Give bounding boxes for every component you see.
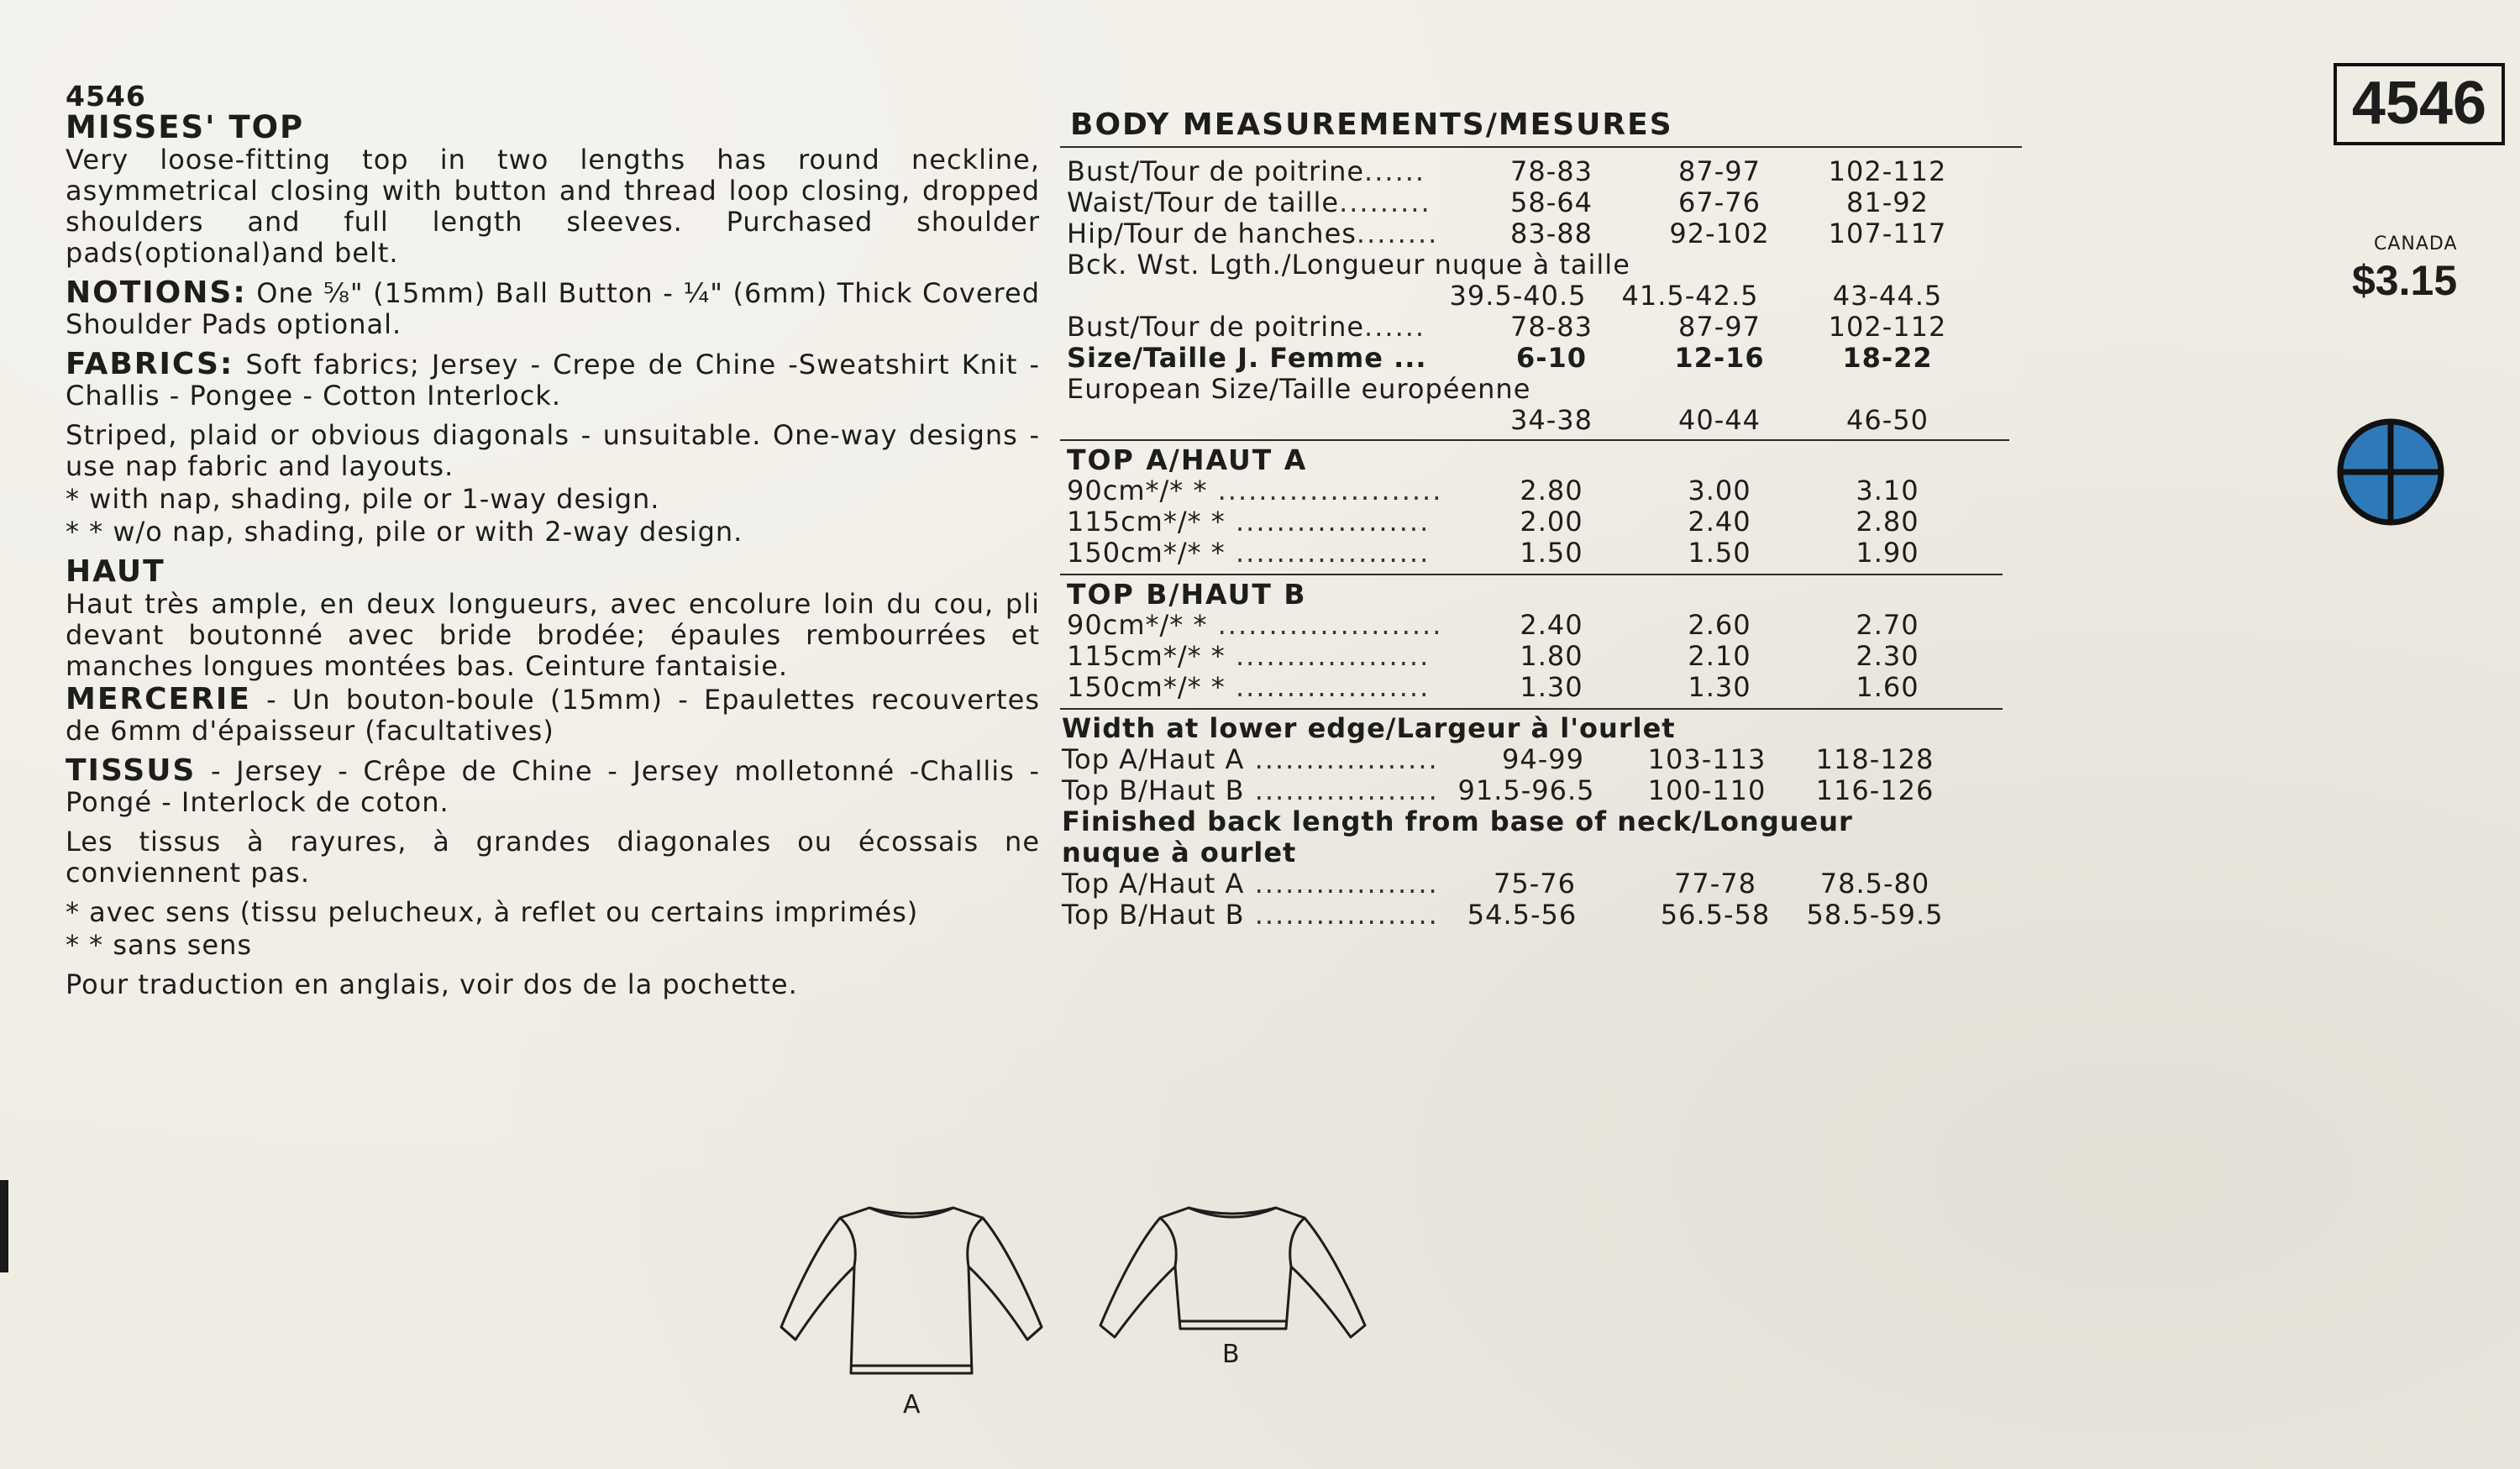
row-label: Top A/Haut A [1062,743,1245,775]
description-text: Very loose-fitting top in two lengths has round neckline, asymmetrical closing with button and thread loop closing, dropped shoulders and full length sleeves. Purchased shoulder pads(optional)and belt. [66,144,1040,269]
row-label: 90cm*/* * [1067,609,1208,641]
top-b-row [1060,610,2026,641]
waist-row [1060,187,2026,218]
nap-note-1: * with nap, shading, pile or 1-way design. [66,483,660,515]
top-b-heading: TOP B/HAUT B [1067,578,1307,611]
cell: 46-50 [1846,404,1929,436]
cell: 2.60 [1688,609,1751,641]
cell: 78.5-80 [1819,868,1930,900]
cell: 77-78 [1674,868,1756,900]
table-header: BODY MEASUREMENTS/MESURES [1070,108,1673,142]
cell: 2.70 [1856,609,1919,641]
tissus-heading: TISSUS [66,753,197,788]
cell: 12-16 [1674,342,1765,374]
leader-dots: ................... [1225,506,1431,538]
euro-size-label-row [1060,374,2026,405]
measurement-table [1060,108,2026,931]
top-b-row [1060,641,2026,672]
row-label: 90cm*/* * [1067,475,1208,506]
leader-dots: .................. [1244,743,1439,775]
translation-note: Pour traduction en anglais, voir dos de la pochette. [66,968,798,1000]
back-length-row [1060,281,2026,312]
section-rule [1060,574,2003,575]
mercerie-heading: MERCERIE [66,682,251,716]
notions-heading: NOTIONS: [66,275,247,310]
cell: 18-22 [1842,342,1933,374]
row-label: Bust/Tour de poitrine [1067,311,1365,343]
leader-dots: ...................... [1207,609,1443,641]
haut-heading: HAUT [66,554,165,589]
finished-row [1060,900,2026,931]
section-rule [1060,439,2009,441]
price-label: $3.15 [2352,257,2458,304]
cell: 58.5-59.5 [1806,899,1944,931]
cell: 83-88 [1510,218,1593,249]
leader-dots: .................. [1244,774,1439,806]
cell: 103-113 [1647,743,1767,775]
nap-note-2: * * w/o nap, shading, pile or with 2-way design. [66,516,743,548]
cell: 43-44.5 [1832,280,1943,312]
cell: 3.10 [1856,475,1919,506]
cell: 100-110 [1647,774,1767,806]
cell: 116-126 [1815,774,1935,806]
sens-note-2: * * sans sens [66,929,253,961]
cell: 2.80 [1520,475,1583,506]
leader-dots: ................... [1225,537,1431,569]
row-label: Bust/Tour de poitrine [1067,155,1365,187]
euro-size-row [1060,405,2026,436]
country-label: CANADA [2374,233,2458,254]
row-label: Top B/Haut B [1062,774,1245,806]
cell: 2.00 [1520,506,1583,538]
leader-dots: ...................... [1207,475,1443,506]
tissus-block [66,755,1040,818]
cell: 1.50 [1520,537,1583,569]
section-rule [1060,708,2003,710]
cell: 78-83 [1510,155,1593,187]
cell: 2.40 [1520,609,1583,641]
pattern-number-stamp: 4546 [2334,63,2505,145]
cell: 2.80 [1856,506,1919,538]
haut-text: Haut très ample, en deux longueurs, avec encolure loin du cou, pli devant boutonné avec bride brodée; épaules rembourrées et manches longues montées bas. Ceinture fantaisie. [66,588,1040,682]
pattern-number: 4546 [66,80,146,113]
cell: 1.50 [1688,537,1751,569]
row-label: Bck. Wst. Lgth./Longueur nuque à taille [1067,249,1630,281]
cell: 2.30 [1856,640,1919,672]
row-label: 115cm*/* * [1067,640,1226,672]
cell: 40-44 [1678,404,1761,436]
cell: 41.5-42.5 [1621,280,1759,312]
cell: 1.90 [1856,537,1919,569]
row-label: European Size/Taille européenne [1067,373,1531,405]
cell: 1.30 [1688,671,1751,703]
cell: 91.5-96.5 [1457,774,1595,806]
cell: 102-112 [1828,311,1947,343]
figure-a-label: A [903,1390,921,1419]
hip-row [1060,218,2026,249]
leader-dots: ......... [1339,186,1431,218]
cell: 6-10 [1515,342,1588,374]
cell: 58-64 [1510,186,1593,218]
cell: 2.40 [1688,506,1751,538]
cell: 1.80 [1520,640,1583,672]
cell: 67-76 [1678,186,1761,218]
cell: 3.00 [1688,475,1751,506]
mercerie-block [66,684,1040,747]
tissus-text: - Jersey - Crêpe de Chine - Jersey molletonné -Challis - Pongé - Interlock de coton. [66,755,1040,818]
width-row [1060,744,2026,775]
bust-row-2 [1060,312,2026,343]
envelope-edge-mark [0,1180,8,1272]
fabrics-text: Soft fabrics; Jersey - Crepe de Chine -Sweatshirt Knit - Challis - Pongee - Cotton Interlock. [66,349,1040,412]
row-label: 115cm*/* * [1067,506,1226,538]
cell: 1.60 [1856,671,1919,703]
row-label: Hip/Tour de hanches [1067,218,1357,249]
english-description [66,144,1040,1009]
width-row [1060,775,2026,806]
cell: 56.5-58 [1660,899,1771,931]
crosshair-circle-icon [2337,418,2444,526]
leader-dots: .................. [1244,899,1439,931]
top-a-heading: TOP A/HAUT A [1067,443,1308,476]
pattern-title: MISSES' TOP [66,109,305,145]
finished-row [1060,868,2026,900]
cell: 1.30 [1520,671,1583,703]
header-rule [1060,146,2022,148]
top-a-illustration [777,1201,1046,1386]
back-length-label-row [1060,249,2026,281]
figure-b-label: B [1222,1340,1240,1369]
cell: 81-92 [1846,186,1929,218]
cell: 92-102 [1669,218,1770,249]
row-label: Top A/Haut A [1062,868,1245,900]
mercerie-text: - Un bouton-boule (15mm) - Epaulettes recouvertes de 6mm d'épaisseur (facultatives) [66,684,1040,747]
fabrics-block [66,349,1040,412]
sens-note-1: * avec sens (tissu pelucheux, à reflet ou certains imprimés) [66,896,919,928]
top-a-row [1060,506,2026,538]
cell: 39.5-40.5 [1449,280,1587,312]
cell: 102-112 [1828,155,1947,187]
cell: 2.10 [1688,640,1751,672]
cell: 107-117 [1828,218,1947,249]
finished-heading: Finished back length from base of neck/Longueur [1062,805,1853,837]
unsuitable-text: Striped, plaid or obvious diagonals - unsuitable. One-way designs - use nap fabric and layouts. [66,419,1040,482]
top-b-illustration [1096,1201,1369,1344]
width-heading: Width at lower edge/Largeur à l'ourlet [1062,712,1676,744]
leader-dots: ................... [1225,671,1431,703]
finished-heading-2: nuque à ourlet [1062,837,1297,868]
top-a-row [1060,475,2026,506]
cell: 78-83 [1510,311,1593,343]
notions-block [66,277,1040,340]
row-label: Size/Taille J. Femme ... [1067,342,1427,374]
row-label: Waist/Tour de taille [1067,186,1340,218]
tissus-note: Les tissus à rayures, à grandes diagonales ou écossais ne conviennent pas. [66,826,1040,889]
notions-text: One ⅝" (15mm) Ball Button - ¼" (6mm) Thick Covered Shoulder Pads optional. [66,277,1040,340]
leader-dots: ...... [1364,311,1426,343]
cell: 34-38 [1510,404,1593,436]
leader-dots: ...... [1364,155,1426,187]
bust-row [1060,156,2026,187]
row-label: 150cm*/* * [1067,671,1226,703]
cell: 118-128 [1815,743,1935,775]
cell: 87-97 [1678,155,1761,187]
top-b-row [1060,672,2026,703]
row-label: 150cm*/* * [1067,537,1226,569]
fabrics-heading: FABRICS: [66,347,234,381]
cell: 87-97 [1678,311,1761,343]
cell: 94-99 [1502,743,1584,775]
leader-dots: ........ [1356,218,1439,249]
leader-dots: .................. [1244,868,1439,900]
size-row [1060,343,2026,374]
cell: 54.5-56 [1467,899,1578,931]
leader-dots: ................... [1225,640,1431,672]
top-a-row [1060,538,2026,569]
row-label: Top B/Haut B [1062,899,1245,931]
cell: 75-76 [1494,868,1576,900]
